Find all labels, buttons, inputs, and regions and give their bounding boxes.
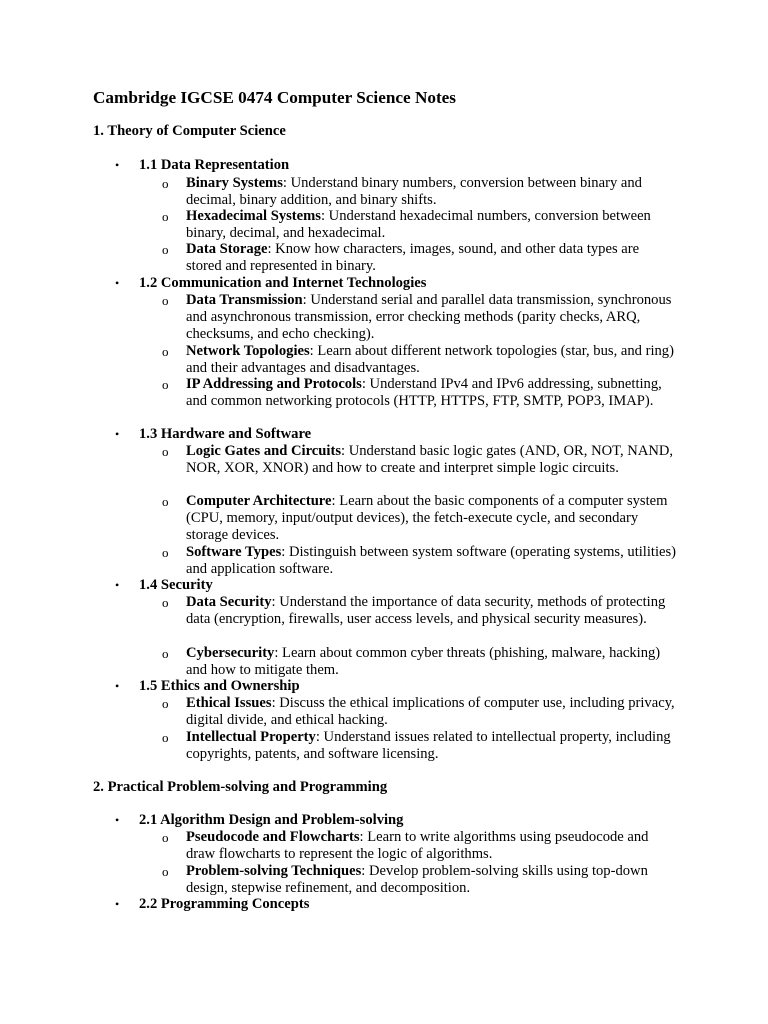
item-term: IP Addressing and Protocols [186,376,362,392]
list-item-text [186,695,678,729]
item-description: : Understand serial and parallel data transmission, synchronous and asynchronous transmission, error checking methods (parity checks, ARQ, checksums, and echo checking). [186,292,672,342]
subsection-title: 1.5 Ethics and Ownership [139,678,300,694]
circle-bullet-icon: o [162,344,169,359]
subsection-title: 1.3 Hardware and Software [139,426,312,442]
item-term: Data Security [186,594,272,610]
bullet-icon: • [115,578,120,592]
item-term: Software Types [186,544,282,560]
item-term: Pseudocode and Flowcharts [186,829,360,845]
subsection-title: 1.2 Communication and Internet Technologies [139,275,427,291]
item-term: Ethical Issues [186,695,272,711]
circle-bullet-icon: o [162,545,169,560]
list-item-text [186,594,678,628]
circle-bullet-icon: o [162,444,169,459]
circle-bullet-icon: o [162,377,169,392]
section-heading: 2. Practical Problem-solving and Programming [93,779,388,795]
item-term: Intellectual Property [186,729,316,745]
list-item-text [186,175,678,209]
item-description: : Discuss the ethical implications of computer use, including privacy, digital divide, and ethical hacking. [186,695,675,728]
item-description: : Understand issues related to intellectual property, including copyrights, patents, and software licensing. [186,729,671,762]
bullet-icon: • [115,427,120,441]
item-description: : Understand binary numbers, conversion between binary and decimal, binary addition, and binary shifts. [186,175,642,208]
bullet-icon: • [115,276,120,290]
list-item-text [186,343,678,377]
circle-bullet-icon: o [162,242,169,257]
item-description: : Distinguish between system software (operating systems, utilities) and application software. [186,544,677,577]
list-item-text [186,729,678,763]
circle-bullet-icon: o [162,494,169,509]
list-item-text [186,544,678,578]
circle-bullet-icon: o [162,696,169,711]
item-term: Problem-solving Techniques [186,863,362,879]
item-description: : Learn about the basic components of a computer system (CPU, memory, input/output devices), the fetch-execute cycle, and secondary storage devices. [186,493,668,543]
subsection-title: 2.2 Programming Concepts [139,896,310,912]
item-term: Logic Gates and Circuits [186,443,341,459]
circle-bullet-icon: o [162,830,169,845]
item-description: : Learn about common cyber threats (phishing, malware, hacking) and how to mitigate them. [186,645,661,678]
item-term: Data Storage [186,241,268,257]
subsection-title: 1.1 Data Representation [139,157,290,173]
item-term: Hexadecimal Systems [186,208,321,224]
list-item-text [186,645,678,679]
item-description: : Learn to write algorithms using pseudocode and draw flowcharts to represent the logic of algorithms. [186,829,649,862]
list-item-text [186,443,678,477]
circle-bullet-icon: o [162,293,169,308]
circle-bullet-icon: o [162,646,169,661]
circle-bullet-icon: o [162,730,169,745]
bullet-icon: • [115,813,120,827]
list-item-text [186,292,678,342]
item-description: : Understand IPv4 and IPv6 addressing, subnetting, and common networking protocols (HTTP, HTTPS, FTP, SMTP, POP3, IMAP). [186,376,662,409]
subsection-title: 1.4 Security [139,577,213,593]
list-item-text [186,376,678,410]
item-description: : Know how characters, images, sound, and other data types are stored and represented in binary. [186,241,640,274]
item-description: : Understand the importance of data security, methods of protecting data (encryption, firewalls, user access levels, and physical security measures). [186,594,666,627]
item-term: Network Topologies [186,343,310,359]
subsection-title: 2.1 Algorithm Design and Problem-solving [139,812,404,828]
bullet-icon: • [115,158,120,172]
circle-bullet-icon: o [162,864,169,879]
circle-bullet-icon: o [162,209,169,224]
circle-bullet-icon: o [162,595,169,610]
bullet-icon: • [115,679,120,693]
bullet-icon: • [115,897,120,911]
item-term: Computer Architecture [186,493,332,509]
circle-bullet-icon: o [162,176,169,191]
section-heading: 1. Theory of Computer Science [93,123,286,139]
list-item-text [186,241,678,275]
list-item-text [186,493,678,543]
item-description: : Understand hexadecimal numbers, conversion between binary, decimal, and hexadecimal. [186,208,651,241]
item-term: Cybersecurity [186,645,275,661]
item-term: Binary Systems [186,175,283,191]
item-description: : Understand basic logic gates (AND, OR, NOT, NAND, NOR, XOR, XNOR) and how to create and interpret simple logic circuits. [186,443,674,476]
list-item-text [186,208,678,242]
list-item-text [186,829,678,863]
list-item-text [186,863,678,897]
item-description: : Learn about different network topologies (star, bus, and ring) and their advantages and disadvantages. [186,343,674,376]
item-term: Data Transmission [186,292,303,308]
item-description: : Develop problem-solving skills using top-down design, stepwise refinement, and decomposition. [186,863,648,896]
document-title: Cambridge IGCSE 0474 Computer Science Notes [93,88,456,107]
